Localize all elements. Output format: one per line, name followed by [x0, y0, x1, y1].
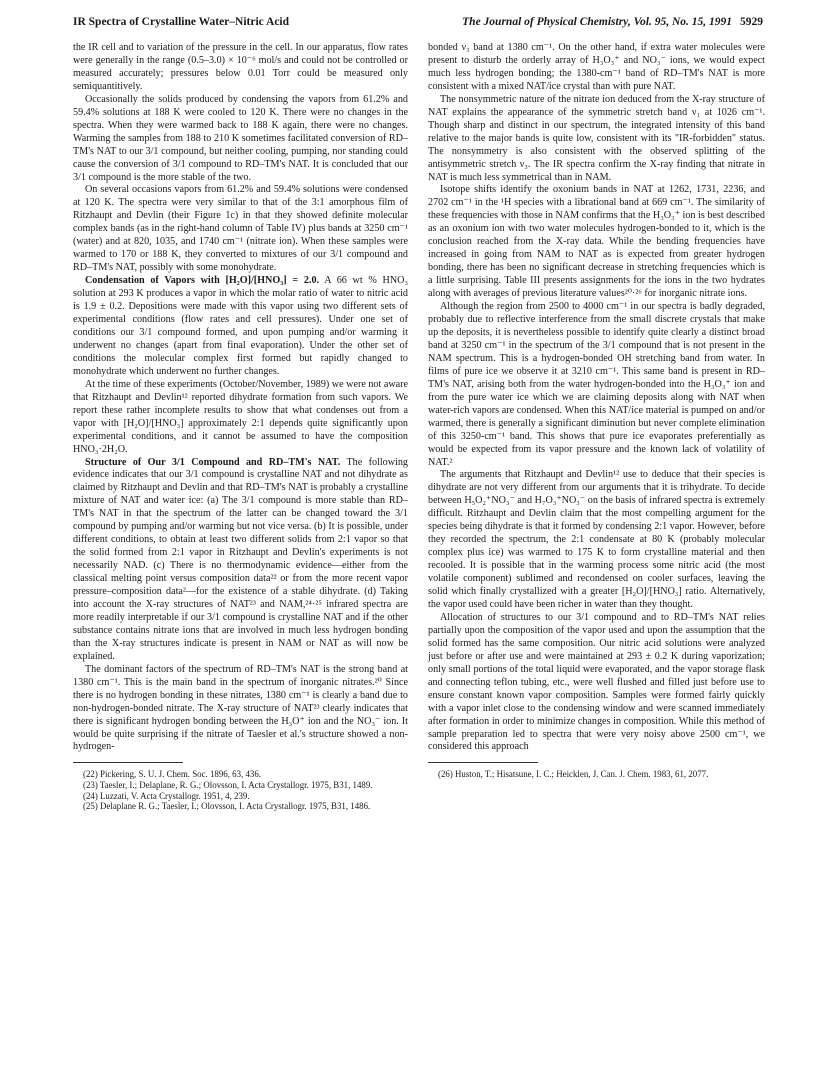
- section-heading: Structure of Our 3/1 Compound and RD–TM's NAT.: [85, 456, 341, 468]
- footnote: (24) Luzzati, V. Acta Crystallogr. 1951, 4, 239.: [83, 790, 250, 801]
- paragraph: bonded ν₃ band at 1380 cm⁻¹. On the other hand, if extra water molecules were present to disturb the orderly array of H₃O₃⁺ and NO₃⁻ ions, we would expect much less hydrogen bonding; the 1380-cm⁻¹ band of RD–TM's NAT is more consistent with a mixed NAT/ice crystal than with pure NAT.: [428, 42, 765, 92]
- running-header: [73, 16, 763, 38]
- paragraph: The dominant factors of the spectrum of RD–TM's NAT is the strong band at 1380 cm⁻¹. This is the main band in the spectrum of inorganic nitrates.²⁰ Since there is no hydrogen bonding in these nitrates, 1380 cm⁻¹ is clearly a band due to non-hydrogen-bonded nitrate. The X-ray structure of NAT²³ clearly indicates that there is significant hydrogen bonding between the H₃O⁺ ion and the NO₃⁻ ion. It would be quite surprising if the nitrate of Taesler et al.'s structure showed a non-hydrogen-: [73, 663, 408, 753]
- paragraph: Isotope shifts identify the oxonium bands in NAT at 1262, 1731, 2236, and 2702 cm⁻¹ in the ¹H species with a librational band at 669 cm⁻¹. The similarity of these frequencies with those in NAM confirms that the H₃O₃⁺ ion is best described as an oxonium ion with two water molecules hydrogen-bonded to it, which is the conclusion reached from the X-ray data. While the bending frequencies have increased in going from NAM to NAT as is expected from greater hydrogen bonding, there has been no significant decrease in stretching frequencies which is a little surprising. Table III presents assignments for the ions in the two hydrates along with averages of previous literature values²⁰·²⁶ for inorganic nitrate ions.: [428, 184, 765, 300]
- footnote: (25) Delaplane R. G.; Taesler, I.; Olovsson, I. Acta Crystallogr. 1975, B31, 1486.: [83, 801, 371, 812]
- footnote-divider: [73, 762, 183, 763]
- left-column: [73, 42, 408, 812]
- paragraph: At the time of these experiments (October/November, 1989) we were not aware that Ritzhaupt and Devlin¹² reported dihydrate formation from such vapors. We report these rather incomplete results to show that what condenses out from a vapor with [H₂O]/[HNO₃] approximately 2:1 depends quite significantly upon experimental conditions, and it cannot be assumed to have the composition HNO₃·2H₂O.: [73, 378, 408, 455]
- section-heading: Condensation of Vapors with [H₂O]/[HNO₃] = 2.0.: [85, 275, 320, 287]
- journal-citation: [462, 16, 763, 28]
- footnotes: [428, 769, 765, 780]
- paragraph: [73, 457, 408, 664]
- footnote: (22) Pickering, S. U. J. Chem. Soc. 1896, 63, 436.: [83, 769, 261, 780]
- journal-name: The Journal of Physical Chemistry, Vol. 95, No. 15, 1991: [462, 16, 732, 28]
- footnote: (26) Huston, T.; Hisatsune, I. C.; Heicklen, J. Can. J. Chem. 1983, 61, 2077.: [438, 769, 709, 780]
- paragraph-text: The following evidence indicates that our 3/1 compound is crystalline NAT and not dihydrate as claimed by Ritzhaupt and Devlin and that RD–TM's NAT is probably a crystalline mixture of NAT and water ice: (a) The 3/1 compound is more stable than RD–TM's NAT in that the spectrum of the latter can be changed toward the 3/1 compound by pumping and/or warming but not vice versa. (b) It is possible, under different conditions, to obtain at least two different solids from 2:1 vapor so that the solid formed from 2:1 vapor in Ritzhaupt and Devlin's experiments is not necessarily NAD. (c) There is no thermodynamic evidence—either from the classical melting point versus composition data²² or from the more recent vapor pressure–composition data²—for the existence of a stable dihydrate. (d) Taking into account the X-ray structures of NAT²³ and NAM,²⁴·²⁵ infrared spectra are more readily interpretable if our 3/1 compound is crystalline NAT and if the other substance contains nitrate ions that are involved in much less hydrogen bonding than the X-ray structures indicate is present in NAM or NAT as will now be explained.: [73, 456, 408, 662]
- paragraph: Occasionally the solids produced by condensing the vapors from 61.2% and 59.4% solutions at 188 K were cooled to 120 K. There were no changes in the spectra. When they were warmed back to 188 K again, there were no changes. Warming the samples from 188 to 210 K sometimes facilitated conversion of RD–TM's NAT to our 3/1 compound, but neither cooling, pumping, nor standing could cause the conversion of 3/1 compound to RD–TM's NAT. It is concluded that our 3/1 compound is the more stable of the two.: [73, 93, 408, 183]
- right-column: [428, 42, 765, 780]
- page-number: 5929: [740, 16, 763, 28]
- paragraph: On several occasions vapors from 61.2% and 59.4% solutions were condensed at 120 K. The spectra were very similar to that of the 3:1 amorphous film of Ritzhaupt and Devlin (their Figure 1c) in that they showed definite molecular complex bands (as in the right-hand column of Table IV) plus bands at 3250 cm⁻¹ (water) and at 820, 1035, and 1740 cm⁻¹ (nitrate ion). When these samples were warmed to 170 or 188 K, they converted to mixtures of our 3/1 compound and RD–TM's NAT, possibly with some monohydrate.: [73, 184, 408, 274]
- footnote: (23) Taesler, I.; Delaplane, R. G.; Olovsson, I. Acta Crystallogr. 1975, B31, 1489.: [83, 780, 373, 791]
- paragraph: The nonsymmetric nature of the nitrate ion deduced from the X-ray structure of NAT explains the appearance of the symmetric stretch band ν₁ at 1026 cm⁻¹. Though sharp and distinct in our spectrum, the integrated intensity of this band relative to the major bands is quite low, consistent with its "IR-forbidden" status. The nonsymmetry is also consistent with the observed splitting of the antisymmetric stretch ν₃. The IR spectra confirm the X-ray finding that nitrate in NAT is much less symmetrical than in NAM.: [428, 93, 765, 183]
- paragraph: [73, 275, 408, 379]
- paragraph-text: A 66 wt % HNO₃ solution at 293 K produces a vapor in which the molar ratio of water to nitric acid is 1.9 ± 0.2. Depositions were made with this vapor using two different sets of experimental conditions (flow rates and cell pressures). Under one set of conditions our 3/1 compound formed, and upon pumping and/or warming it underwent no changes (apart from final evaporation). Under the other set of conditions the molecular complex first formed but rapidly changed to monohydrate which underwent no further changes.: [73, 275, 408, 377]
- paragraph: the IR cell and to variation of the pressure in the cell. In our apparatus, flow rates were generally in the range (0.5–3.0) × 10⁻⁶ mol/s and could not be controlled or measured accurately; pressures below 0.01 Torr could be measured only semiquantitively.: [73, 42, 408, 92]
- paragraph: Although the region from 2500 to 4000 cm⁻¹ in our spectra is badly degraded, probably due to reflective interference from the small discrete crystals that make up the deposits, it is nevertheless possible to identify quite clearly a distinct broad band at 3250 cm⁻¹ in the spectrum of the 3/1 compound that is not present in the NAM spectrum. This is a hydrogen-bonded OH stretching band from water. In films of pure ice we observe it at 3210 cm⁻¹. This same band is present in RD–TM's NAT, arising both from the water hydrogen-bonded into the H₃O₃⁺ ion and from the pure water ice which we are claiming deposits along with NAT when water-rich vapors are condensed. When this NAT/ice material is pumped on and/or warmed, there is generally a significant diminution but never complete elimination of this 3250-cm⁻¹ band. This shows that pure ice evaporates preferentially as would be expected from its vapor pressure and the known lack of volatility of NAT.²: [428, 301, 765, 468]
- footnotes: [73, 769, 408, 811]
- paragraph: The arguments that Ritzhaupt and Devlin¹² use to deduce that their species is dihydrate are not very different from our arguments that it is trihydrate. To decide between H₅O₂⁺NO₃⁻ and H₇O₃⁺NO₃⁻ on the basis of infrared spectra is extremely difficult. Ritzhaupt and Devlin claim that the most compelling argument for the species being dihydrate is that it formed by condensing 2:1 vapor. However, before they recorded the spectrum, the 2:1 condensate at 80 K (probably molecular complex plus ice) was warmed to 175 K to form crystalline material and then recooled. It is possible that in the warming process some nitric acid (the most volatile component) sublimed and recondensed on cooler surfaces, leaving the solid which finally crystallized with a greater [H₂O]/[HNO₃] ratio. Alternatively, the vapor used could have been richer in water than they thought.: [428, 469, 765, 610]
- footnote-divider: [428, 762, 538, 763]
- paragraph: Allocation of structures to our 3/1 compound and to RD–TM's NAT relies partially upon the composition of the vapor used and upon the assumption that the solid formed has the same composition. Our nitric acid solutions were analyzed just before or after use and were maintained at 293 ± 0.2 K during vaporization; only small portions of the total liquid were evaporated, and the vapor storage flask and connecting teflon tubing, etc., were well flushed and filled just before use to ensure constant known vapor composition. Samples were formed fairly quickly with a vapor inlet close to the condensing window and were scanned immediately after formation in order to minimize changes in composition. While this method of sample preparation led to spectra that were very noisy above 2500 cm⁻¹, we considered this approach: [428, 611, 765, 753]
- running-title: IR Spectra of Crystalline Water–Nitric Acid: [73, 16, 290, 28]
